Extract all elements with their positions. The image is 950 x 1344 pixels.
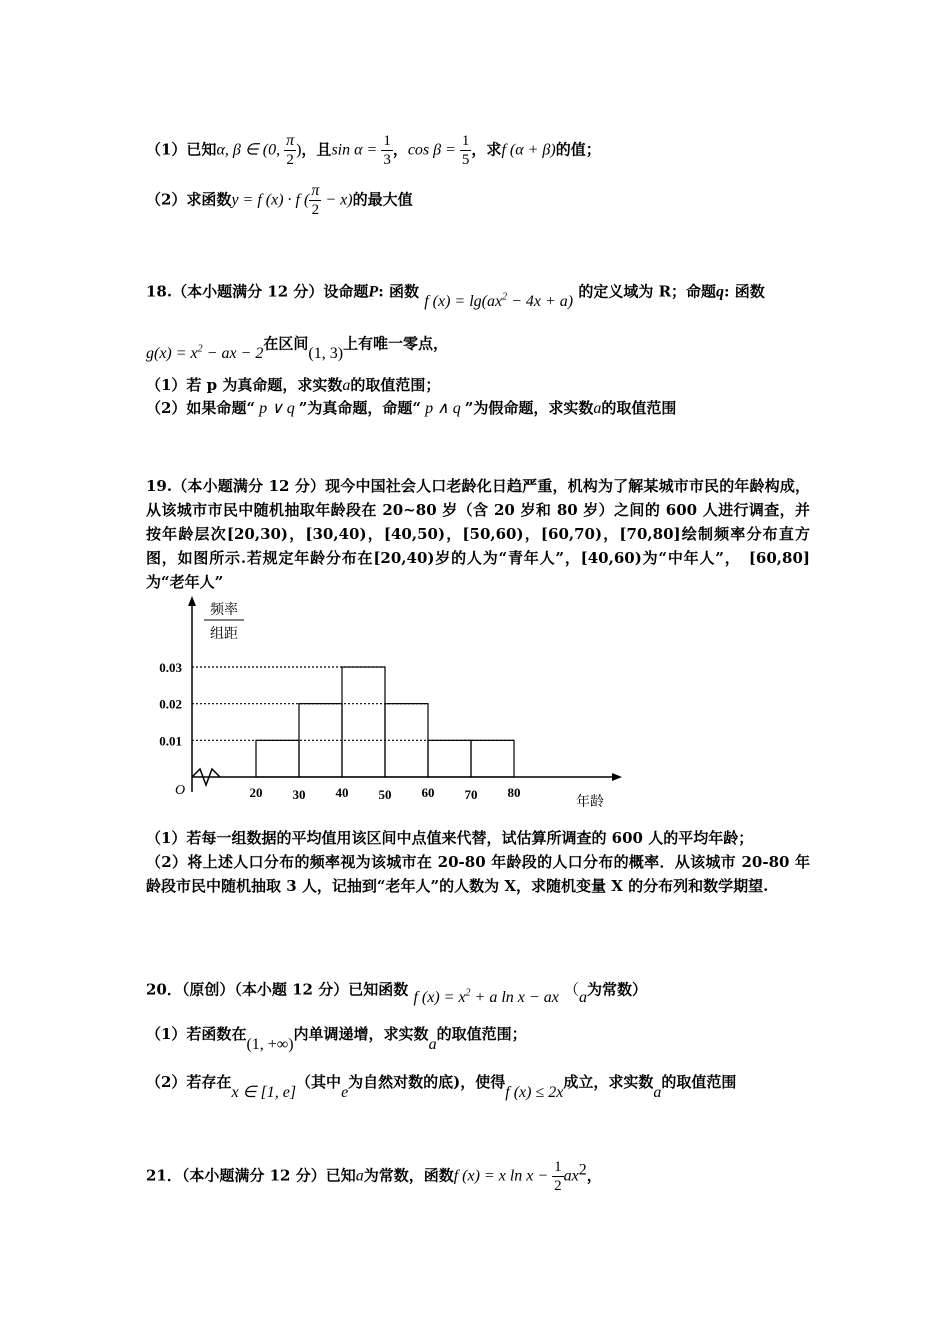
one-half-fraction: $\frac{1}{2}$ [554, 1159, 562, 1194]
q20-header: 20．（原创）（本小题 12 分）已知函数 f $(x) = x^2 + a$ ln x − ax （a为常数） [146, 980, 648, 1007]
histogram-bar [471, 740, 514, 777]
xlabel: 年龄 [576, 794, 604, 810]
y-tick-label: 0.02 [159, 696, 182, 712]
histogram-bar [428, 740, 471, 777]
x-tick-label: 20 [249, 785, 263, 800]
x-tick-label: 50 [378, 787, 392, 802]
ylabel-bottom: 组距 [210, 626, 238, 642]
q20-part1: （1）若函数在(1, +∞)内单调递增，求实数a的取值范围； [146, 1025, 527, 1053]
q18-header: 18.（本小题满分 12 分）设命题P: 函数 f $(x) = \lg(ax^2 - 4x + a)$ 的定义域为 R；命题q: 函数 [146, 282, 765, 311]
y-tick-label: 0.01 [159, 733, 182, 749]
pi-over-2-fraction-2: $\frac{\pi}{2}$ [311, 182, 320, 218]
histogram-bar [342, 667, 385, 777]
x-tick-label: 30 [292, 787, 306, 802]
frequency-histogram [140, 596, 640, 814]
q18-gx-line: $g(x) = x^2$ − ax − 2在区间(1, 3)上有唯一零点， [146, 334, 449, 363]
y-axis-arrow [188, 596, 196, 606]
x-axis-arrow [612, 773, 622, 781]
x-tick-label: 70 [464, 787, 478, 802]
q18-part2: （2）如果命题“ p ∨ q ”为真命题，命题“ p ∧ q ”为假命题，求实数a的取值范围 [146, 399, 677, 417]
pi-over-2-fraction: $\frac{\pi}{2}$ [286, 132, 295, 168]
one-third-fraction: $\frac{1}{3}$ [383, 133, 391, 168]
q17-part2: （2）求函数y = f (x) · f ( $\frac{\pi}{2}$ − x)的最大值 [146, 182, 413, 218]
q18-fx: f $(x) = \lg(ax^2 - 4x + a)$ [424, 292, 574, 311]
q20-part2: （2）若存在x ∈ [1, e]（其中e为自然对数的底)，使得f (x) ≤ 2x成立，求实数a的取值范围 [146, 1073, 737, 1101]
q21-header: 21．（本小题满分 12 分）已知a为常数，函数f (x) = x ln x − $\frac{1}{2}$ $ax^2$， [146, 1159, 602, 1194]
q18-part1: （1）若 p 为真命题，求实数a的取值范围； [146, 376, 441, 394]
origin-label: O [174, 783, 186, 798]
histogram-bar [256, 740, 299, 777]
y-tick-label: 0.03 [159, 660, 182, 675]
x-tick-label: 40 [335, 785, 349, 800]
q20-fx: f $(x) = x^2 + a$ ln x − ax [413, 988, 559, 1007]
one-fifth-fraction: $\frac{1}{5}$ [461, 133, 470, 168]
q19-part1: （1）若每一组数据的平均值用该区间中点值来代替，试估算所调查的 600 人的平均年龄； [146, 829, 754, 847]
ylabel-top: 频率 [210, 602, 238, 618]
q19-text: 19.（本小题满分 12 分）现今中国社会人口老龄化日趋严重，机构为了解某城市市民的年龄构成，从该城市市民中随机抽取年龄段在 20~80 岁（含 20 岁和 80 岁）之间的 600 人进行调查，并按年龄层次[20,30)，[30,40)，[40,50)，[50,60)，[60,70)，[70,80]绘制频率分布直方图，如图所示.若规定年龄分布在[20,40)岁的人为“青年人”，[40,60)为“中年人”， [60,80]为“老年人” [146, 477, 810, 591]
x-tick-label: 60 [421, 785, 435, 800]
q19-part2: （2）将上述人口分布的频率视为该城市在 20-80 年龄段的人口分布的概率．从该城市 20-80 年龄段市民中随机抽取 3 人，记抽到“老年人”的人数为 X，求随机变量 X 的分布列和数学期望. [146, 853, 810, 895]
x-tick-label: 80 [507, 785, 521, 800]
q17-part1: （1）已知α, β ∈ (0, $\frac{\pi}{2}$ )，且sin α = $\frac{1}{3}$ ，cos β = $\frac{1}{5}$ ，求f (α + β)的值； [146, 132, 601, 168]
q18-gx: $g(x) = x^2$ − ax − 2 [146, 344, 264, 363]
